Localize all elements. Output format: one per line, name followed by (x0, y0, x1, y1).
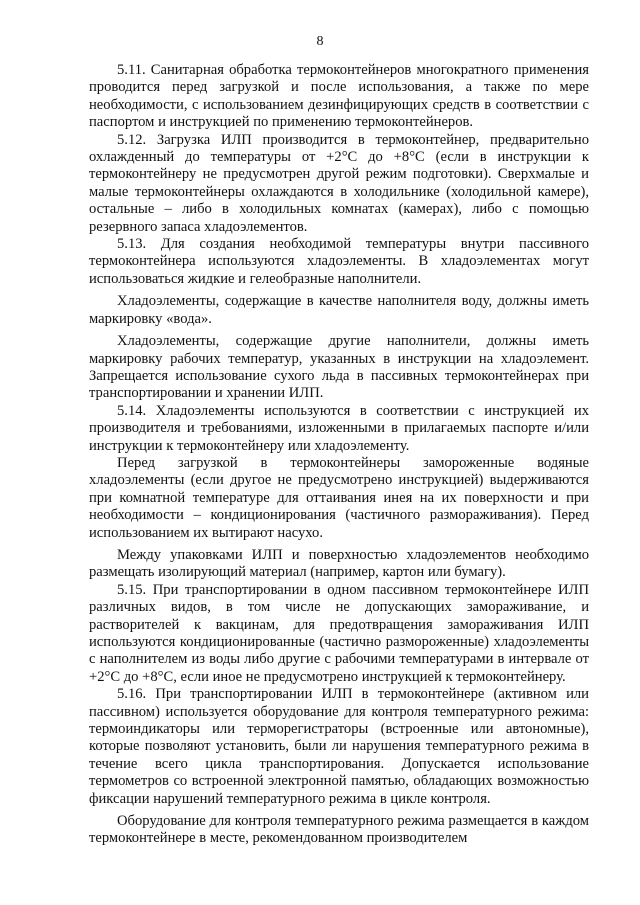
page-number: 8 (316, 34, 324, 49)
paragraph-5-14: 5.14. Хладоэлементы используются в соответствии с инструкцией их производителя и требованиями, изложенными в прилагаемых паспорте и/или инструкции к термоконтейнеру или хладоэлементу. (89, 402, 589, 454)
paragraph-equipment-placement: Оборудование для контроля температурного режима размещается в каждом термоконтейнере в месте, рекомендованном производителем (89, 813, 589, 847)
paragraph-5-12: 5.12. Загрузка ИЛП производится в термоконтейнер, предварительно охлажденный до температуры от +2°С до +8°С (если в инструкции к термоконтейнеру не предусмотрен другой режим подготовки). Сверхмалые и малые термоконтейнеры охлаждаются в холодильнике (холодильной камере), остальные – либо в холодильных комнатах (камерах), либо с помощью резервного запаса хладоэлементов. (89, 131, 589, 235)
paragraph-thawing: Перед загрузкой в термоконтейнеры замороженные водяные хладоэлементы (если другое не предусмотрено инструкцией) выдерживаются при комнатной температуре для оттаивания инея на их поверхности и при необходимости – кондиционирования (частичного размораживания). Перед использованием их вытирают насухо. (89, 454, 589, 541)
paragraph-5-11: 5.11. Санитарная обработка термоконтейнеров многократного применения проводится перед загрузкой и после использования, а также по мере необходимости, с использованием дезинфицирующих средств в соответствии с паспортом и инструкцией по применению термоконтейнеров. (89, 62, 589, 131)
paragraph-5-15: 5.15. При транспортировании в одном пассивном термоконтейнере ИЛП различных видов, в том числе не допускающих замораживание, и растворителей к вакцинам, для предотвращения замораживания ИЛП используются кондиционированные (частично размороженные) хладоэлементы с наполнителем из воды либо другие с рабочими температурами в интервале от +2°С до +8°С, если иное не предусмотрено инструкцией к термоконтейнеру. (89, 581, 589, 685)
paragraph-other-fillers: Хладоэлементы, содержащие другие наполнители, должны иметь маркировку рабочих температур, указанных в инструкции на хладоэлемент. Запрещается использование сухого льда в пассивных термоконтейнерах при транспортировании и хранении ИЛП. (89, 333, 589, 402)
document-body (89, 62, 589, 848)
paragraph-5-13: 5.13. Для создания необходимой температуры внутри пассивного термоконтейнера используются хладоэлементы. В хладоэлементах могут использоваться жидкие и гелеобразные наполнители. (89, 236, 589, 287)
paragraph-water-marking: Хладоэлементы, содержащие в качестве наполнителя воду, должны иметь маркировку «вода». (89, 293, 589, 327)
paragraph-5-16: 5.16. При транспортировании ИЛП в термоконтейнере (активном или пассивном) используется оборудование для контроля температурного режима: термоиндикаторы или терморегистраторы (встроенные или автономные), которые позволяют установить, были ли нарушения температурного режима в течение всего цикла транспортирования. Допускается использование термометров со встроенной электронной памятью, обладающих возможностью фиксации нарушений температурного режима в цикле контроля. (89, 686, 589, 807)
paragraph-insulating-material: Между упаковками ИЛП и поверхностью хладоэлементов необходимо размещать изолирующий материал (например, картон или бумагу). (89, 546, 589, 581)
